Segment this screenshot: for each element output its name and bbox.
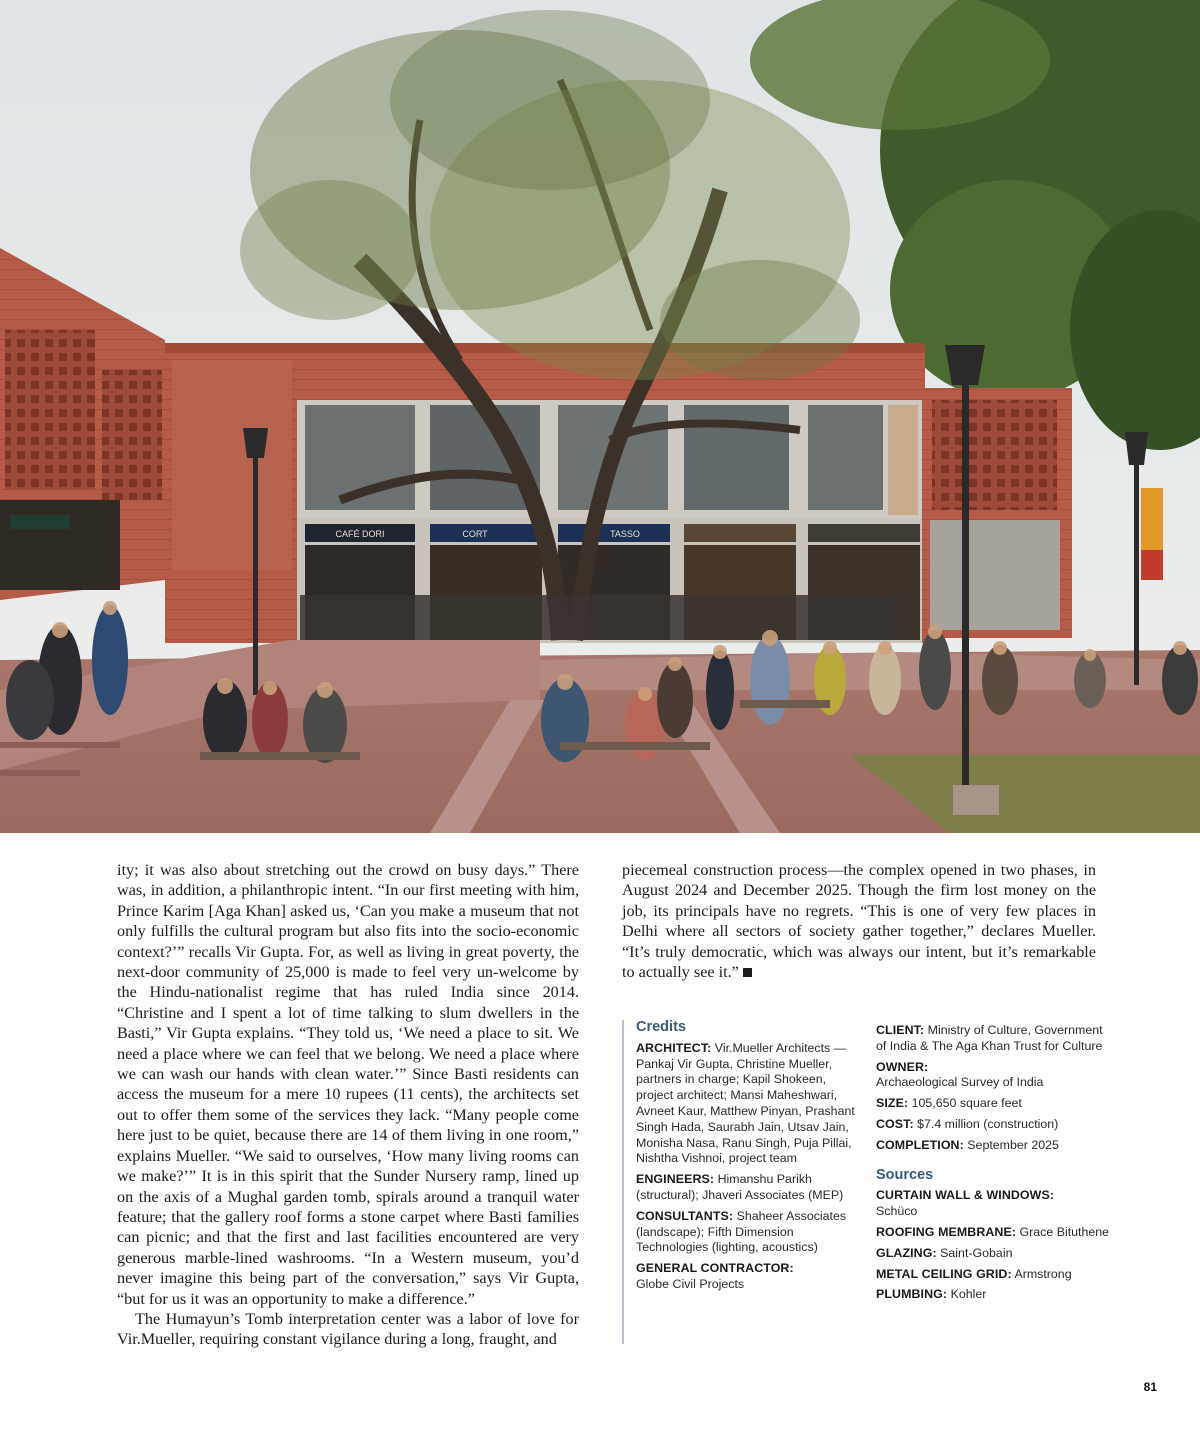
credit-value: Himanshu Parikh (structural); Jhaveri Associates (MEP) bbox=[636, 1172, 844, 1202]
credit-architect bbox=[636, 1041, 858, 1167]
source-label: ROOFING MEMBRANE: bbox=[876, 1224, 1017, 1239]
source-value: Saint-Gobain bbox=[940, 1245, 1013, 1260]
credit-label: CLIENT: bbox=[876, 1023, 925, 1037]
credit-completion bbox=[876, 1138, 1116, 1154]
credit-label: COMPLETION: bbox=[876, 1137, 964, 1152]
article-column-right bbox=[622, 860, 1096, 982]
sign-tasso: TASSO bbox=[610, 529, 640, 539]
credit-value: Globe Civil Projects bbox=[636, 1276, 745, 1291]
source-value: Kohler bbox=[950, 1287, 987, 1302]
article-paragraph-text: piecemeal construction process—the complex opened in two phases, in August 2024 and December 2025. Though the firm lost money on the job, its principals have no regrets. “This is one of very few places in Delhi where all sectors of society gather together,” declares Mueller. “It’s truly democratic, which was always our intent, but it’s remarkable to actually see it.” bbox=[622, 861, 1096, 982]
credit-size bbox=[876, 1096, 1116, 1112]
credit-value: $7.4 million (construction) bbox=[917, 1116, 1059, 1131]
credit-value: Vir.Mueller Architects — Pankaj Vir Gupta, Christine Mueller, partners in charge; Kapil Shokeen, project architect; Mansi Maheshwari, Avneet Kaur, Matthew Pinyan, Prashant Singh Hada, Saurabh Jain, Utsav Jain, Monisha Nasa, Ranu Singh, Puja Pillai, Nishtha Vishnoi, project team bbox=[636, 1040, 855, 1166]
source-label: GLAZING: bbox=[876, 1245, 937, 1260]
page-number: 81 bbox=[1143, 1380, 1157, 1394]
credits-column-1 bbox=[636, 1020, 858, 1298]
credits-rule bbox=[622, 1020, 624, 1344]
source-value: Schüco bbox=[876, 1204, 918, 1219]
source-label: CURTAIN WALL & WINDOWS: bbox=[876, 1188, 1055, 1203]
source-value: Grace Bituthene bbox=[1019, 1224, 1110, 1239]
credit-owner bbox=[876, 1060, 1116, 1092]
plaza bbox=[0, 640, 1200, 833]
source-label: METAL CEILING GRID: bbox=[876, 1266, 1012, 1281]
credit-value: September 2025 bbox=[967, 1137, 1059, 1152]
credit-label: COST: bbox=[876, 1116, 914, 1131]
source-value: Armstrong bbox=[1014, 1266, 1072, 1281]
sign-cort: CORT bbox=[462, 529, 488, 539]
source-glazing bbox=[876, 1246, 1116, 1262]
sources-heading: Sources bbox=[876, 1166, 934, 1183]
credit-consultants bbox=[636, 1209, 858, 1256]
article-paragraph: ity; it was also about stretching out the crowd on busy days.” There was, in addition, a philanthropic intent. “In our first meeting with him, Prince Karim [Aga Khan] asked us, ‘Can you make a museum that not only fulfills the cultural program but also fits into the socio-economic context?’” recalls Vir Gupta. For, as well as living in great poverty, the next-door community of 25,000 is made to feel very un-welcome by the Hindu-nationalist regime that has ruled India since 2014. “Christine and I spent a lot of time talking to slum dwellers in the Basti,” Vir Gupta explains. “They told us, ‘We need a place to sit. We need a place where we can feel that we belong. We need a place where we can wash our hands with clean water.’” Since Basti residents can access the museum for a mere 10 rupees (11 cents), the architects set out to offer them some of the services they lack. “Many people come here just to be quiet, because there are 14 of them living in one room,” explains Mueller. “We said to ourselves, ‘How many living rooms can we make?’” It is in this spirit that the Sunder Nursery ramp, lined up on the axis of a Mughal garden tomb, spirals around a tranquil water feature; that the gallery roof forms a stone carpet where Basti families can picnic; and that the first and last facilities encountered are very generous marble-lined washrooms. “In a Western museum, you’d never imagine this being part of the conversation,” says Vir Gupta, “but for us it was an opportunity to make a difference.” bbox=[117, 861, 579, 1308]
article-paragraph: The Humayun’s Tomb interpretation center was a labor of love for Vir.Mueller, requiring constant vigilance during a long, fraught, and bbox=[117, 1309, 579, 1349]
sign-cafe-dori: CAFÉ DORI bbox=[335, 529, 385, 539]
source-label: PLUMBING: bbox=[876, 1287, 948, 1302]
credits-box bbox=[622, 1020, 1122, 1350]
credit-label: OWNER: bbox=[876, 1059, 929, 1074]
credit-label: CONSULTANTS: bbox=[636, 1208, 734, 1223]
credits-column-2 bbox=[876, 1023, 1116, 1308]
credit-value: Archaeological Survey of India bbox=[876, 1075, 1044, 1090]
credit-label: GENERAL CONTRACTOR: bbox=[636, 1261, 794, 1276]
source-curtain-wall bbox=[876, 1188, 1116, 1220]
credit-value: 105,650 square feet bbox=[911, 1096, 1022, 1111]
article-paragraph bbox=[622, 860, 1096, 982]
credit-cost bbox=[876, 1117, 1116, 1133]
credit-client bbox=[876, 1023, 1116, 1055]
article-column-left bbox=[117, 860, 579, 1350]
credit-value: Shaheer Associates (landscape); Fifth Dimension Technologies (lighting, acoustics) bbox=[636, 1208, 847, 1255]
source-roofing-membrane bbox=[876, 1225, 1116, 1241]
source-metal-ceiling-grid bbox=[876, 1267, 1116, 1283]
credit-engineers bbox=[636, 1172, 858, 1204]
end-of-article-mark bbox=[743, 968, 752, 977]
credit-value: Ministry of Culture, Government of India & The Aga Khan Trust for Culture bbox=[876, 1023, 1103, 1053]
credit-label: ENGINEERS: bbox=[636, 1172, 715, 1187]
credit-label: SIZE: bbox=[876, 1096, 909, 1111]
credits-heading: Credits bbox=[636, 1019, 686, 1035]
source-plumbing bbox=[876, 1287, 1116, 1303]
credit-general-contractor bbox=[636, 1261, 858, 1293]
credit-label: ARCHITECT: bbox=[636, 1040, 712, 1055]
